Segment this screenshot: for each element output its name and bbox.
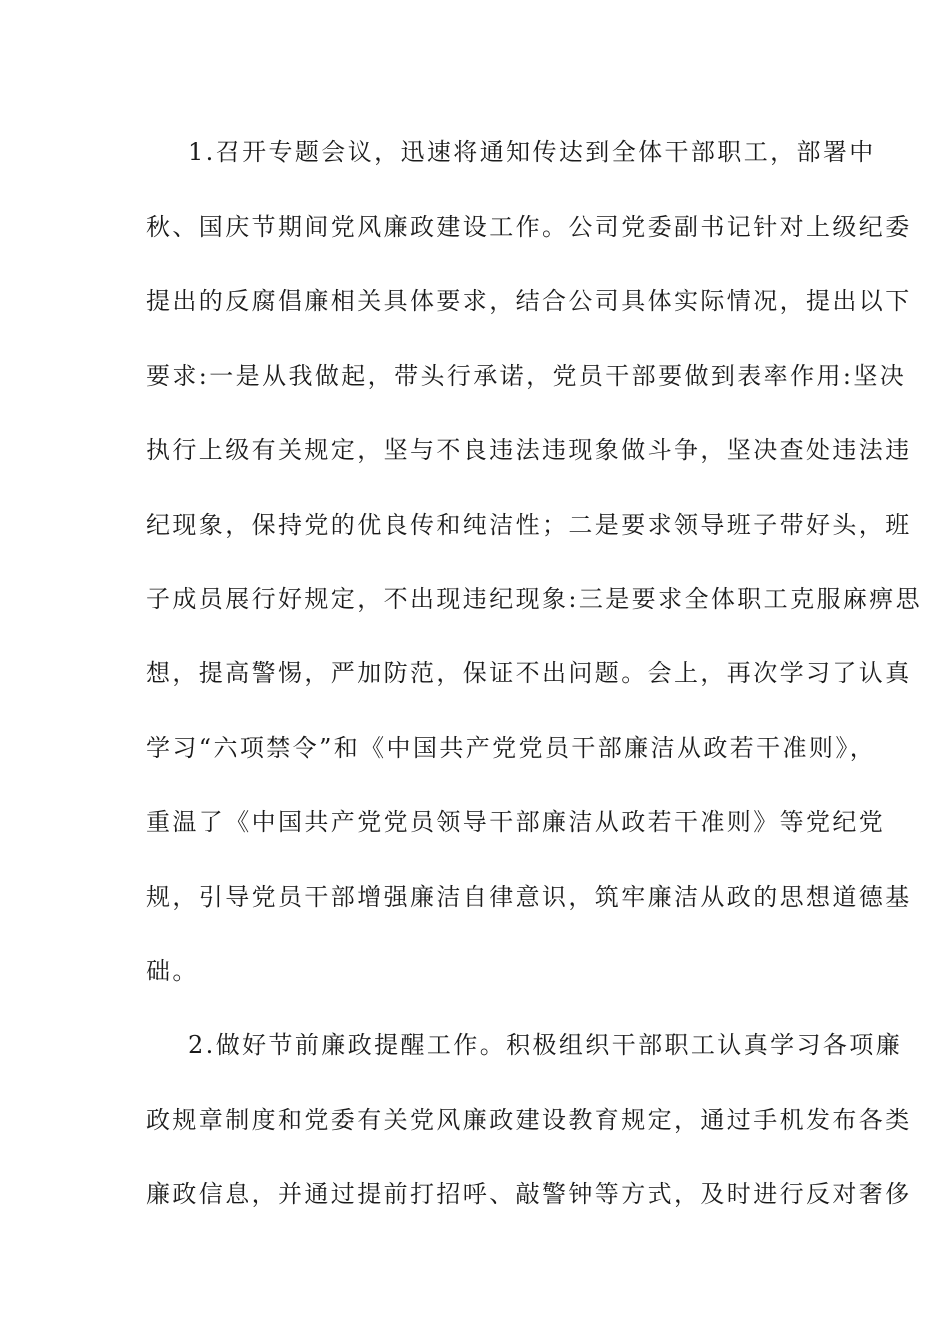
paragraph-1-line-12: 础。 [146, 957, 199, 985]
paragraph-1-line-2: 秋、国庆节期间党风廉政建设工作。公司党委副书记针对上级纪委 [146, 213, 912, 241]
paragraph-2-line-2: 政规章制度和党委有关党风廉政建设教育规定，通过手机发布各类 [146, 1106, 912, 1134]
paragraph-2-line-3: 廉政信息，并通过提前打招呼、敲警钟等方式，及时进行反对奢侈 [146, 1180, 912, 1208]
paragraph-1-line-7: 子成员展行好规定，不出现违纪现象:三是要求全体职工克服麻痹思 [146, 585, 923, 613]
paragraph-1-line-11: 规，引导党员干部增强廉洁自律意识，筑牢廉洁从政的思想道德基 [146, 883, 912, 911]
paragraph-1-line-10: 重温了《中国共产党党员领导干部廉洁从政若干准则》等党纪党 [146, 808, 886, 836]
paragraph-1-line-4: 要求:一是从我做起，带头行承诺，党员干部要做到表率作用:坚决 [146, 362, 907, 390]
paragraph-1-line-6: 纪现象，保持党的优良传和纯洁性；二是要求领导班子带好头，班 [146, 511, 912, 539]
paragraph-1-line-9: 学习“六项禁令”和《中国共产党党员干部廉洁从政若干准则》， [146, 734, 877, 762]
paragraph-1-line-5: 执行上级有关规定，坚与不良违法违现象做斗争，坚决查处违法违 [146, 436, 912, 464]
paragraph-1-line-3: 提出的反腐倡廉相关具体要求，结合公司具体实际情况，提出以下 [146, 287, 912, 315]
paragraph-2-line-1: 2.做好节前廉政提醒工作。积极组织干部职工认真学习各项廉 [188, 1031, 903, 1059]
paragraph-1-line-1: 1.召开专题会议，迅速将通知传达到全体干部职工，部署中 [188, 138, 876, 166]
paragraph-1-line-8: 想，提高警惕，严加防范，保证不出问题。会上，再次学习了认真 [146, 659, 912, 687]
